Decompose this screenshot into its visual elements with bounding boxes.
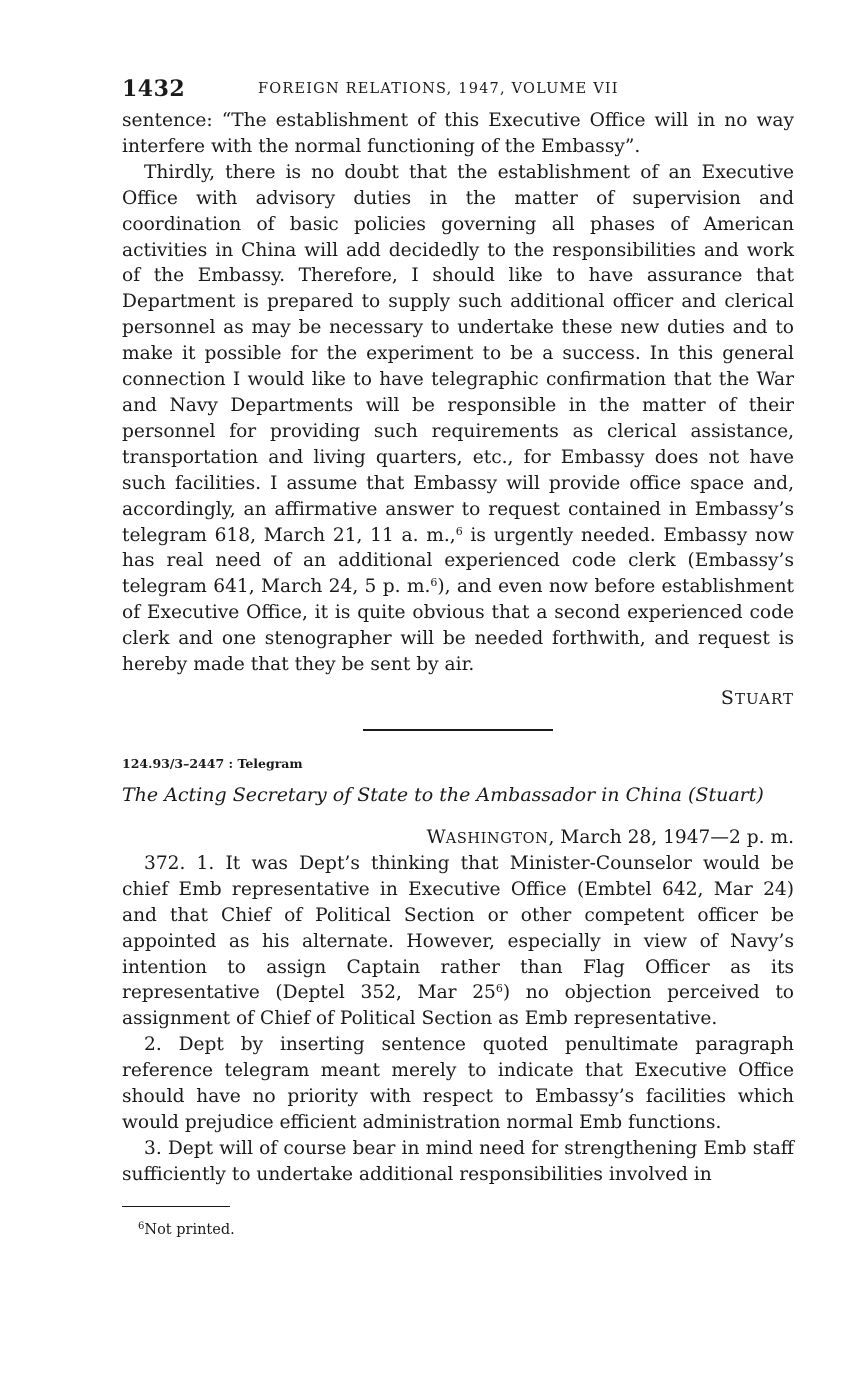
signature-rest: TUART bbox=[734, 689, 794, 708]
document-title: The Acting Secretary of State to the Ambassador in China (Stuart) bbox=[122, 783, 764, 806]
telegram-paragraph-1 bbox=[122, 851, 794, 1032]
section-divider bbox=[363, 729, 553, 731]
footnote bbox=[138, 1221, 794, 1239]
footnote-divider bbox=[122, 1206, 230, 1207]
footnote-ref: 6 bbox=[430, 576, 438, 590]
thirdly-text-1: Thirdly, there is no doubt that the establishment of an Executive Office with advisory duties in the matter of supervision and coordination of basic policies governing all phases of American activities in China will add decidedly to the responsibilities and work of the Embassy. Therefore, I should like to have assurance that Department is prepared to supply such additional officer and clerical personnel as may be necessary to undertake these new duties and to make it possible for the experiment to be a success. In this general connection I would like to have telegraphic confirmation that the War and Navy Departments will be responsible in the matter of their personnel for providing such requirements as clerical assistance, transportation and living quarters, etc., for Embassy does not have such facilities. I assume that Embassy will provide office space and, accordingly, an affirmative answer to request contained in Embassy’s telegram 618, March 21, 11 a. m., bbox=[122, 161, 794, 546]
thirdly-text-3: ), and even now before establishment of Executive Office, it is quite obvious that a second experienced code clerk and one stenographer will be needed forthwith, and request is hereby made that they be sent by air. bbox=[122, 576, 795, 676]
dateline-place: ASHINGTON bbox=[445, 830, 549, 847]
file-reference: 124.93/3–2447 : Telegram bbox=[122, 755, 303, 771]
footnote-marker: 6 bbox=[138, 1220, 145, 1232]
footnote-ref: 6 bbox=[455, 524, 463, 538]
thirdly-paragraph bbox=[122, 160, 794, 678]
running-head bbox=[122, 72, 794, 108]
thirdly-text-2: is urgently needed. Embassy now has real need of an additional experienced code clerk (Embassy’s telegram 641, March 24, 5 p. m. bbox=[122, 524, 794, 598]
dateline-initial: W bbox=[426, 826, 446, 848]
dateline-date: , March 28, 1947—2 p. m. bbox=[548, 826, 794, 848]
signature bbox=[122, 688, 794, 709]
footnote-ref: 6 bbox=[495, 982, 503, 996]
document-page bbox=[122, 72, 794, 1239]
signature-initial: S bbox=[720, 686, 735, 709]
running-title: FOREIGN RELATIONS, 1947, VOLUME VII bbox=[258, 81, 619, 97]
telegram-paragraph-3: 3. Dept will of course bear in mind need for strengthening Emb staff sufficiently to undertake additional responsibilities involved in bbox=[122, 1137, 794, 1185]
continued-paragraph: sentence: “The establishment of this Executive Office will in no way interfere with the normal functioning of the Embassy”. bbox=[122, 110, 794, 157]
dateline bbox=[122, 826, 794, 851]
telegram-text-1b: ) no objection perceived to assignment of Chief of Political Section as Emb representative. bbox=[122, 982, 794, 1030]
telegram-text-1a: 372. 1. It was Dept’s thinking that Minister-Counselor would be chief Emb representative in Executive Office (Embtel 642, Mar 24) and that Chief of Political Section or other competent officer be appointed as his alternate. However, especially in view of Navy’s intention to assign Captain rather than Flag Officer as its representative (Deptel 352, Mar 25 bbox=[122, 852, 794, 1004]
page-number: 1432 bbox=[122, 76, 186, 102]
telegram-paragraph-2: 2. Dept by inserting sentence quoted penultimate paragraph reference telegram meant merely to indicate that Executive Office should have no priority with respect to Embassy’s facilities which would prejudice efficient administration normal Emb functions. bbox=[122, 1034, 794, 1133]
footnote-text: Not printed. bbox=[144, 1221, 235, 1238]
